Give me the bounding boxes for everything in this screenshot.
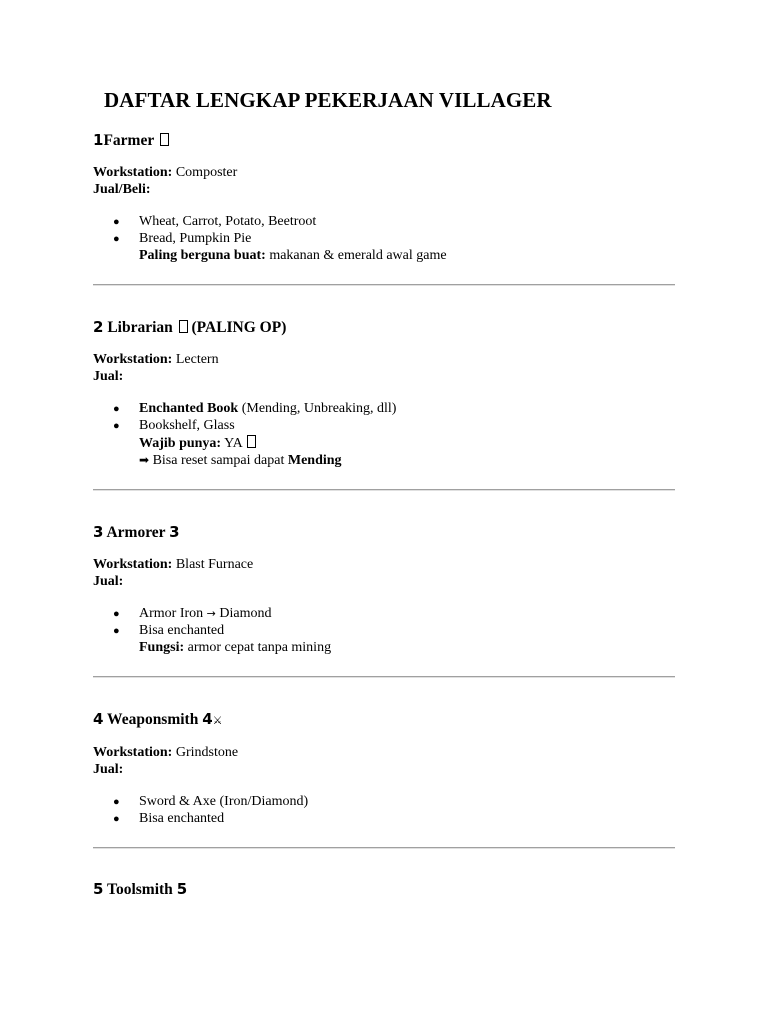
section-weaponsmith (93, 709, 675, 828)
section-librarian (93, 317, 675, 470)
divider (93, 284, 675, 286)
section-name: Armorer (106, 524, 166, 541)
section-number: 4 (93, 710, 104, 728)
list-item: ● Bookshelf, Glass (113, 417, 235, 433)
section-tag: (PALING OP) (191, 319, 287, 336)
list-item: ● Enchanted Book (Mending, Unbreaking, dll) (113, 401, 397, 416)
list-item: ● Sword & Axe (Iron/Diamond) (113, 794, 309, 809)
section-name: Weaponsmith (107, 711, 199, 728)
section-meta (93, 352, 675, 385)
divider (93, 676, 675, 678)
trade-label: Jual: (93, 761, 124, 777)
trade-list (93, 401, 675, 435)
section-name: Toolsmith (107, 881, 173, 898)
section-meta (93, 557, 675, 590)
divider (93, 847, 675, 849)
trade-label: Jual: (93, 368, 124, 384)
reset-line: ➡ Bisa reset sampai dapat Mending (139, 453, 342, 469)
bullet-icon: ● (113, 812, 120, 825)
section-suffix: 5 (176, 880, 188, 898)
list-item: ● Bisa enchanted (113, 810, 225, 826)
bullet-icon: ● (113, 624, 120, 637)
bullet-icon: ● (113, 419, 120, 432)
workstation-label: Workstation: (93, 745, 173, 760)
section-meta (93, 745, 675, 778)
list-item: ● Bisa enchanted (113, 622, 225, 638)
note-line: Fungsi: armor cepat tanpa mining (139, 639, 332, 655)
section-heading (93, 879, 675, 900)
trade-list (93, 794, 675, 828)
bullet-icon: ● (113, 403, 120, 415)
bullet-icon: ● (113, 796, 120, 808)
list-item: ● Wheat, Carrot, Potato, Beetroot (113, 214, 317, 229)
section-heading (93, 317, 675, 338)
missing-emoji-icon (247, 435, 256, 448)
workstation-value: Grindstone (175, 745, 239, 760)
section-armorer (93, 522, 675, 656)
section-number: 2 (93, 318, 104, 336)
right-arrow-icon: ➡ (139, 453, 150, 468)
workstation-label: Workstation: (93, 165, 173, 180)
right-arrow-icon: → (206, 607, 216, 620)
trade-label: Jual: (93, 573, 124, 589)
trade-list (93, 606, 675, 640)
section-meta (93, 165, 675, 198)
section-name: Librarian (107, 319, 173, 336)
list-item: ● Armor Iron → Diamond (113, 606, 272, 621)
trade-list (93, 214, 675, 248)
trade-label: Jual/Beli: (93, 181, 151, 197)
section-number: 5 (93, 880, 104, 898)
bullet-icon: ● (113, 608, 120, 620)
workstation-value: Composter (175, 165, 238, 180)
note-line: Paling berguna buat: makanan & emerald awal game (139, 247, 447, 263)
section-farmer (93, 130, 675, 264)
missing-emoji-icon (179, 320, 188, 333)
bullet-icon: ● (113, 232, 120, 245)
bullet-icon: ● (113, 216, 120, 228)
crossed-swords-icon: ⚔ (212, 714, 223, 727)
list-item: ● Bread, Pumpkin Pie (113, 230, 252, 246)
section-name: Farmer (103, 132, 154, 149)
section-heading (93, 130, 675, 151)
workstation-value: Lectern (175, 352, 219, 367)
must-have-line: Wajib punya: YA (93, 435, 675, 453)
section-number: 3 (93, 523, 104, 541)
section-number: 1 (93, 131, 104, 149)
section-heading (93, 522, 675, 543)
section-suffix: 3 (169, 523, 180, 541)
workstation-label: Workstation: (93, 557, 173, 572)
section-toolsmith (93, 879, 675, 900)
missing-emoji-icon (160, 133, 169, 146)
workstation-value: Blast Furnace (175, 557, 254, 572)
section-heading (93, 709, 675, 731)
workstation-label: Workstation: (93, 352, 173, 367)
section-suffix: 4 (202, 710, 213, 728)
document-title: DAFTAR LENGKAP PEKERJAAN VILLAGER (104, 88, 552, 112)
divider (93, 489, 675, 491)
